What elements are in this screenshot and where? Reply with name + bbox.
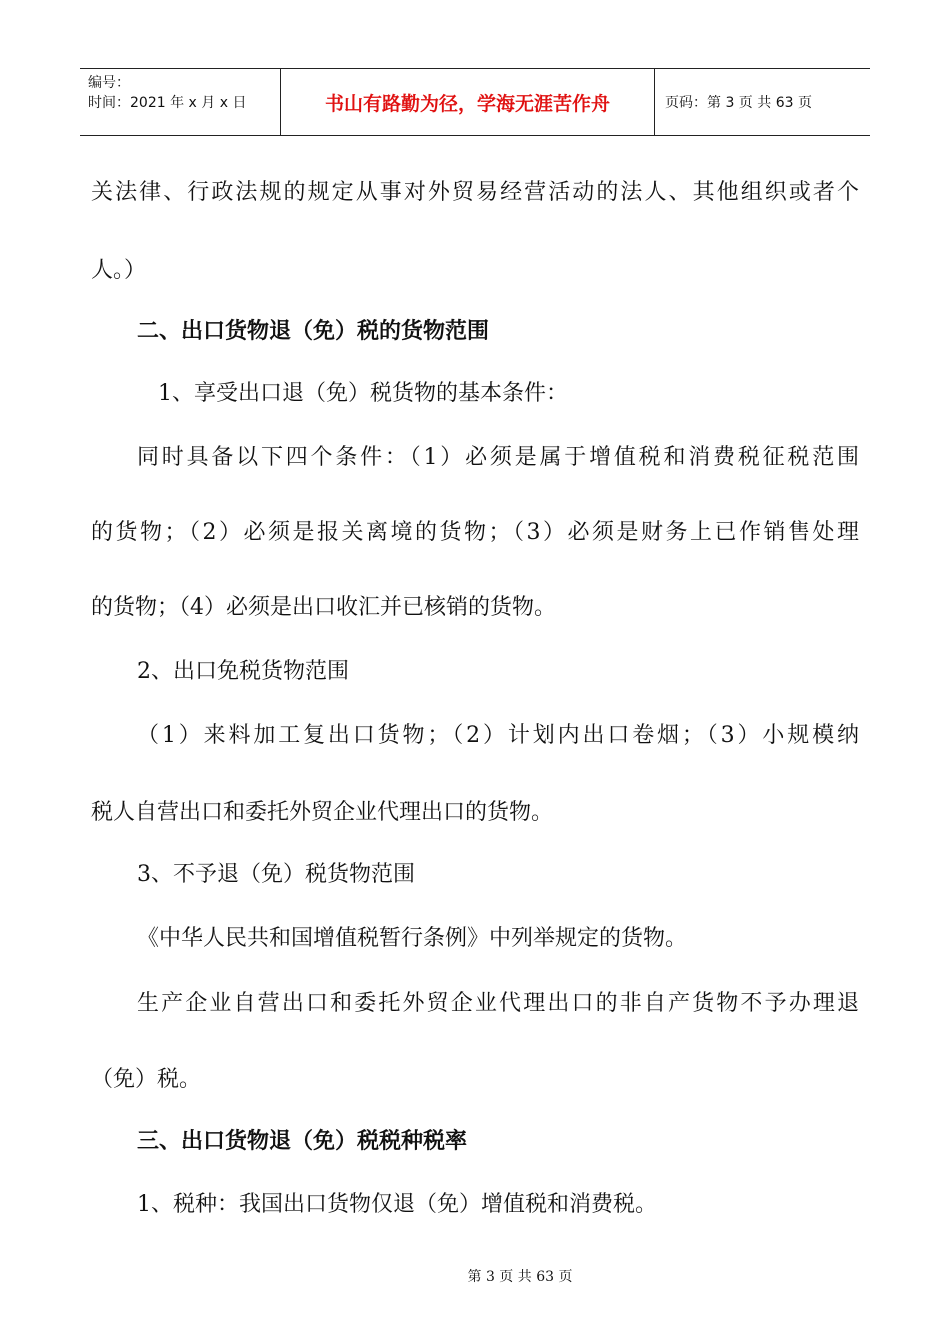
subsection-heading: 2、出口免税货物范围 [137,659,349,684]
paragraph-line: 的货物；（4）必须是出口收汇并已核销的货物。 [91,595,556,620]
paragraph-line: 人。） [91,258,147,283]
subsection-heading: 3、不予退（免）税货物范围 [137,862,415,887]
header-page-number: 页码：第 3 页 共 63 页 [665,95,812,111]
header-meta [80,69,281,135]
header-motto: 书山有路勤为径，学海无涯苦作舟 [281,69,655,135]
paragraph-line: 关法律、行政法规的规定从事对外贸易经营活动的法人、其他组织或者个 [91,180,859,205]
paragraph-line: 税人自营出口和委托外贸企业代理出口的货物。 [91,800,554,825]
paragraph-line: （免）税。 [91,1067,202,1092]
paragraph-line: 同时具备以下四个条件：（1）必须是属于增值税和消费税征税范围 [137,445,859,470]
paragraph-line: 的货物；（2）必须是报关离境的货物；（3）必须是财务上已作销售处理 [91,520,859,545]
subsection-heading: 1、税种：我国出口货物仅退（免）增值税和消费税。 [137,1192,657,1217]
serial-label: 编号： [88,75,130,91]
section-heading: 三、出口货物退（免）税税种税率 [137,1129,468,1154]
paragraph-line: 《中华人民共和国增值税暂行条例》中列举规定的货物。 [137,926,688,951]
paragraph-line: 生产企业自营出口和委托外贸企业代理出口的非自产货物不予办理退 [137,991,859,1016]
document-header [80,68,870,136]
footer-page-number: 第 3 页 共 63 页 [467,1269,573,1285]
section-heading: 二、出口货物退（免）税的货物范围 [137,319,490,344]
time-text: 时间：2021 年 x 月 x 日 [88,95,247,111]
subsection-heading: 1、享受出口退（免）税货物的基本条件： [158,381,568,406]
paragraph-line: （1）来料加工复出口货物；（2）计划内出口卷烟；（3）小规模纳 [137,723,859,748]
